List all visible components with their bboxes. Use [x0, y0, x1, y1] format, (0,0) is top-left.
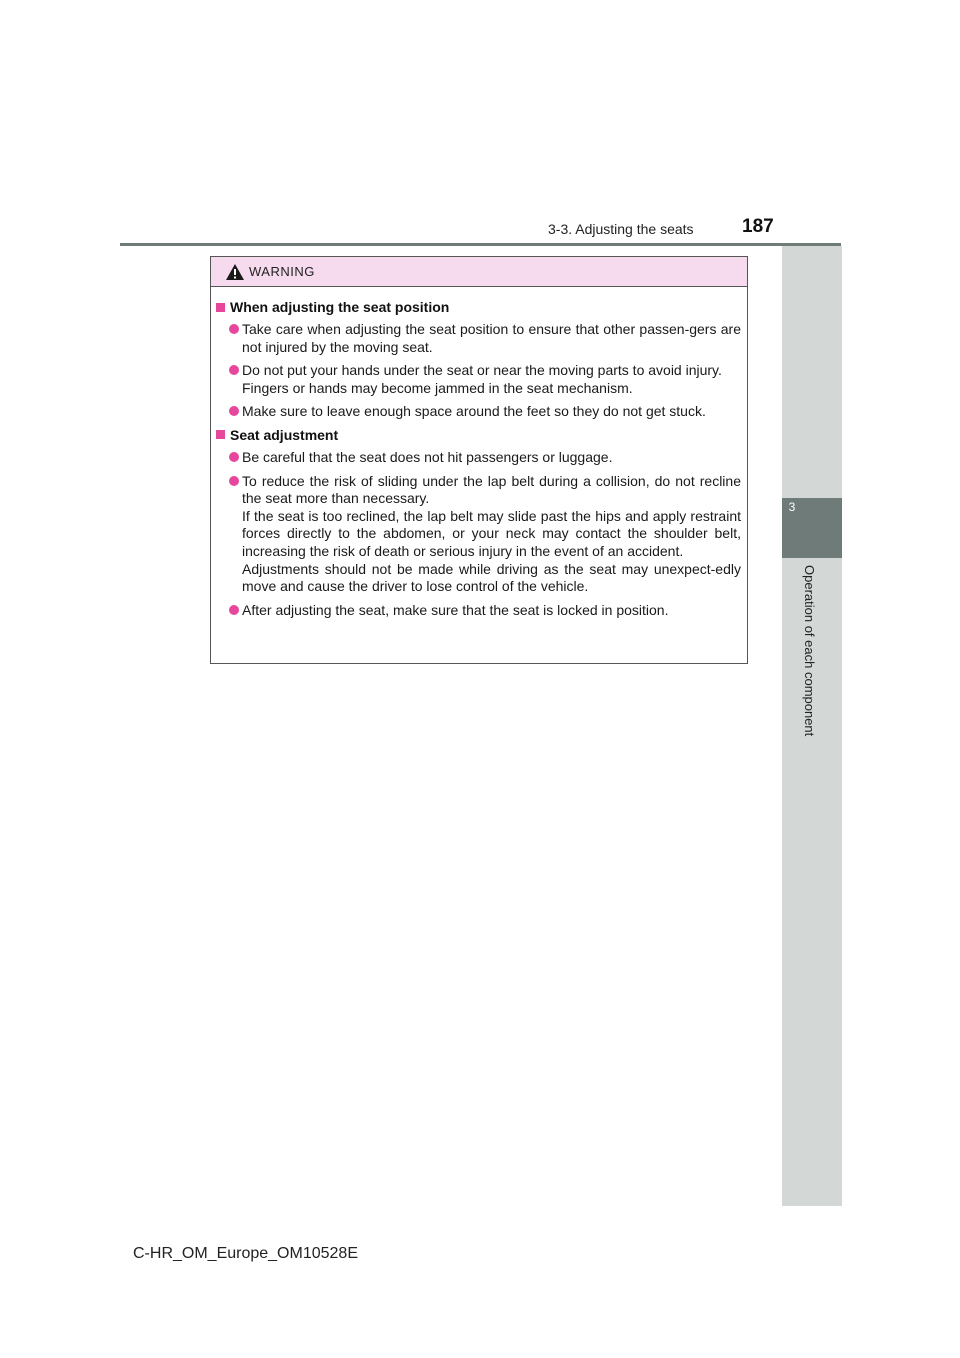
bullet-paragraph: To reduce the risk of sliding under the lap belt during a collision, do not recline the seat more than necessary.: [242, 472, 741, 507]
square-bullet-icon: [216, 303, 225, 312]
chapter-number: 3: [788, 500, 796, 514]
bullet-paragraph: Fingers or hands may become jammed in the seat mechanism.: [242, 379, 633, 396]
section-title: 3-3. Adjusting the seats: [548, 221, 694, 237]
bullet-item: [216, 473, 741, 596]
bullet-item: [216, 602, 741, 620]
section-heading-text: Seat adjustment: [230, 426, 339, 443]
chapter-title: Operation of each component: [802, 565, 817, 737]
page-number: 187: [742, 216, 774, 237]
round-bullet-icon: [229, 406, 239, 416]
round-bullet-icon: [229, 324, 239, 334]
warning-triangle-icon: [225, 263, 245, 281]
round-bullet-icon: [229, 452, 239, 462]
round-bullet-icon: [229, 476, 239, 486]
bullet-item: [216, 449, 741, 467]
warning-title: WARNING: [249, 264, 315, 279]
warning-header: [211, 257, 747, 287]
section-heading: [216, 299, 741, 315]
header-divider: [120, 243, 841, 246]
section-heading: [216, 427, 741, 443]
bullet-item: [216, 321, 741, 356]
bullet-item: [216, 362, 741, 397]
bullet-paragraph: Make sure to leave enough space around the feet so they do not get stuck.: [242, 403, 706, 420]
square-bullet-icon: [216, 430, 225, 439]
warning-body: [211, 287, 747, 619]
bullet-paragraph: Be careful that the seat does not hit passengers or luggage.: [242, 448, 613, 465]
warning-box: [210, 256, 748, 664]
document-code: C-HR_OM_Europe_OM10528E: [133, 1245, 358, 1262]
bullet-paragraph: Do not put your hands under the seat or near the moving parts to avoid injury.: [242, 362, 722, 379]
bullet-paragraph: If the seat is too reclined, the lap belt may slide past the hips and apply restraint forces directly to the abdomen, or your neck may contact the shoulder belt, increasing the risk of death or serious injury in the event of an accident.: [242, 507, 741, 559]
bullet-paragraph: Adjustments should not be made while driving as the seat may unexpect-edly move and cause the driver to lose control of the vehicle.: [242, 560, 741, 595]
bullet-paragraph: After adjusting the seat, make sure that the seat is locked in position.: [242, 601, 669, 618]
round-bullet-icon: [229, 365, 239, 375]
bullet-item: [216, 403, 741, 421]
round-bullet-icon: [229, 605, 239, 615]
section-heading-text: When adjusting the seat position: [230, 299, 450, 315]
bullet-paragraph: Take care when adjusting the seat position to ensure that other passen-gers are not injured by the moving seat.: [242, 321, 741, 355]
